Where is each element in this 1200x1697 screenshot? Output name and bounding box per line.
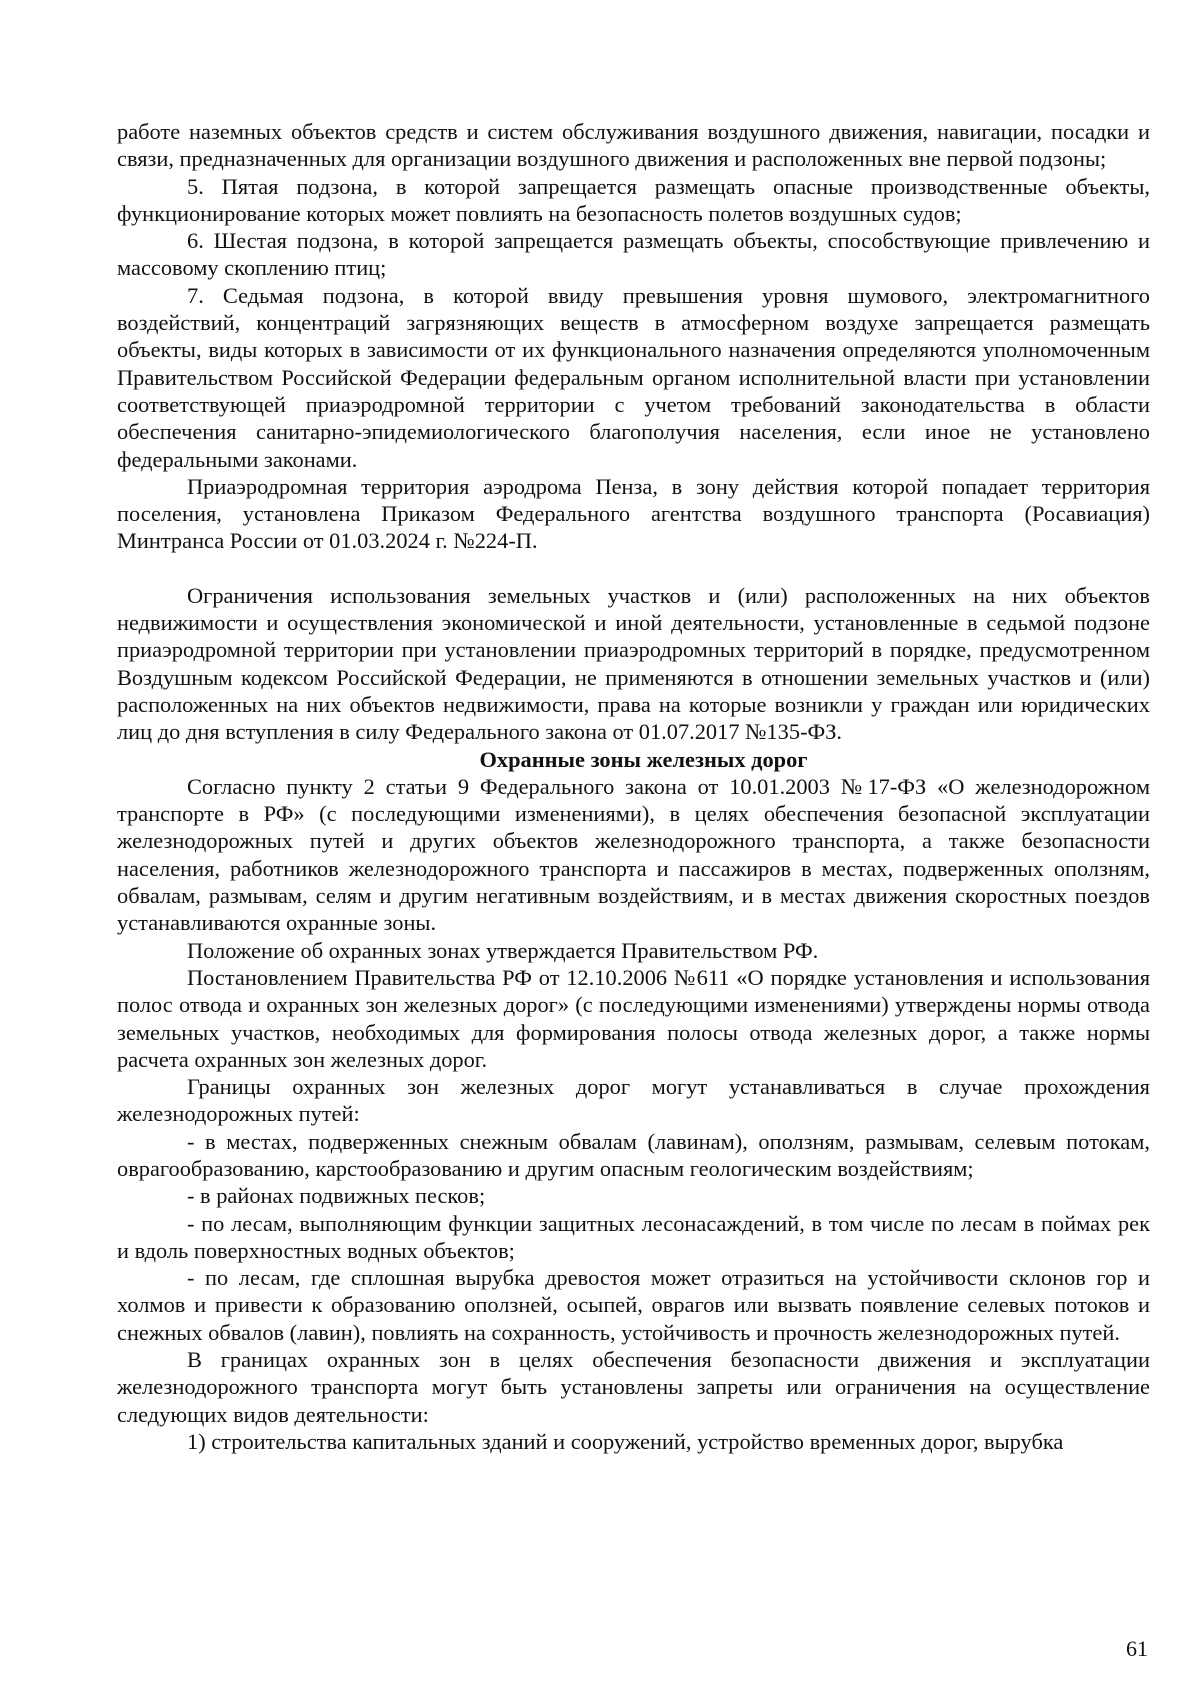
document-page [117, 118, 1150, 1455]
paragraph: Границы охранных зон железных дорог могут устанавливаться в случае прохождения железнодорожных путей: [117, 1074, 1150, 1127]
section-heading: Охранные зоны железных дорог [479, 746, 808, 772]
paragraph: 1) строительства капитальных зданий и сооружений, устройство временных дорог, вырубка [187, 1428, 1064, 1454]
paragraph: 6. Шестая подзона, в которой запрещается размещать объекты, способствующие привлечению и массовому скоплению птиц; [117, 228, 1150, 281]
paragraph: Положение об охранных зонах утверждается Правительством РФ. [187, 937, 819, 963]
list-item: - по лесам, выполняющим функции защитных лесонасаждений, в том числе по лесам в поймах рек и вдоль поверхностных водных объектов; [117, 1210, 1150, 1263]
paragraph: 7. Седьмая подзона, в которой ввиду превышения уровня шумового, электромагнитного воздействий, концентраций загрязняющих веществ в атмосферном воздухе запрещается размещать объекты, виды которых в зависимости от их функционального назначения определяются уполномоченным Правительством Российской Федерации федеральным органом исполнительной власти при установлении соответствующей приаэродромной территории с учетом требований законодательства в области обеспечения санитарно-эпидемиологического благополучия населения, если иное не установлено федеральными законами. [117, 282, 1150, 472]
paragraph: В границах охранных зон в целях обеспечения безопасности движения и эксплуатации железнодорожного транспорта могут быть установлены запреты или ограничения на осуществление следующих видов деятельности: [117, 1347, 1150, 1427]
page-number: 61 [1126, 1636, 1148, 1661]
list-item: - в районах подвижных песков; [187, 1183, 486, 1209]
paragraph: Постановлением Правительства РФ от 12.10.2006 №611 «О порядке установления и использования полос отвода и охранных зон железных дорог» (с последующими изменениями) утверждены нормы отвода земельных участков, необходимых для формирования полосы отвода железных дорог, а также нормы расчета охранных зон железных дорог. [117, 964, 1150, 1072]
list-item: - в местах, подверженных снежным обвалам (лавинам), оползням, размывам, селевым потокам, оврагообразованию, карстообразованию и другим опасным геологическим воздействиям; [117, 1128, 1150, 1181]
list-item: - по лесам, где сплошная вырубка древостоя может отразиться на устойчивости склонов гор и холмов и привести к образованию оползней, осыпей, оврагов или вызвать появление селевых потоков и снежных обвалов (лавин), повлиять на сохранность, устойчивость и прочность железнодорожных путей. [117, 1265, 1150, 1345]
paragraph: Согласно пункту 2 статьи 9 Федерального закона от 10.01.2003 №17-ФЗ «О железнодорожном транспорте в РФ» (с последующими изменениями), в целях обеспечения безопасной эксплуатации железнодорожных путей и других объектов железнодорожного транспорта, а также безопасности населения, работников железнодорожного транспорта и пассажиров в местах, подверженных оползням, обвалам, размывам, селям и другим негативным воздействиям, и в местах движения скоростных поездов устанавливаются охранные зоны. [117, 773, 1150, 936]
paragraph: 5. Пятая подзона, в которой запрещается размещать опасные производственные объекты, функционирование которых может повлиять на безопасность полетов воздушных судов; [117, 173, 1150, 226]
paragraph: Ограничения использования земельных участков и (или) расположенных на них объектов недвижимости и осуществления экономической и иной деятельности, установленные в седьмой подзоне приаэродромной территории при установлении приаэродромных территорий в порядке, предусмотренном Воздушным кодексом Российской Федерации, не применяются в отношении земельных участков и (или) расположенных на них объектов недвижимости, права на которые возникли у граждан или юридических лиц до дня вступления в силу Федерального закона от 01.07.2017 №135-ФЗ. [117, 582, 1150, 745]
paragraph: работе наземных объектов средств и систем обслуживания воздушного движения, навигации, посадки и связи, предназначенных для организации воздушного движения и расположенных вне первой подзоны; [117, 119, 1150, 172]
paragraph: Приаэродромная территория аэродрома Пенза, в зону действия которой попадает территория поселения, установлена Приказом Федерального агентства воздушного транспорта (Росавиация) Минтранса России от 01.03.2024 г. №224-П. [117, 473, 1150, 554]
